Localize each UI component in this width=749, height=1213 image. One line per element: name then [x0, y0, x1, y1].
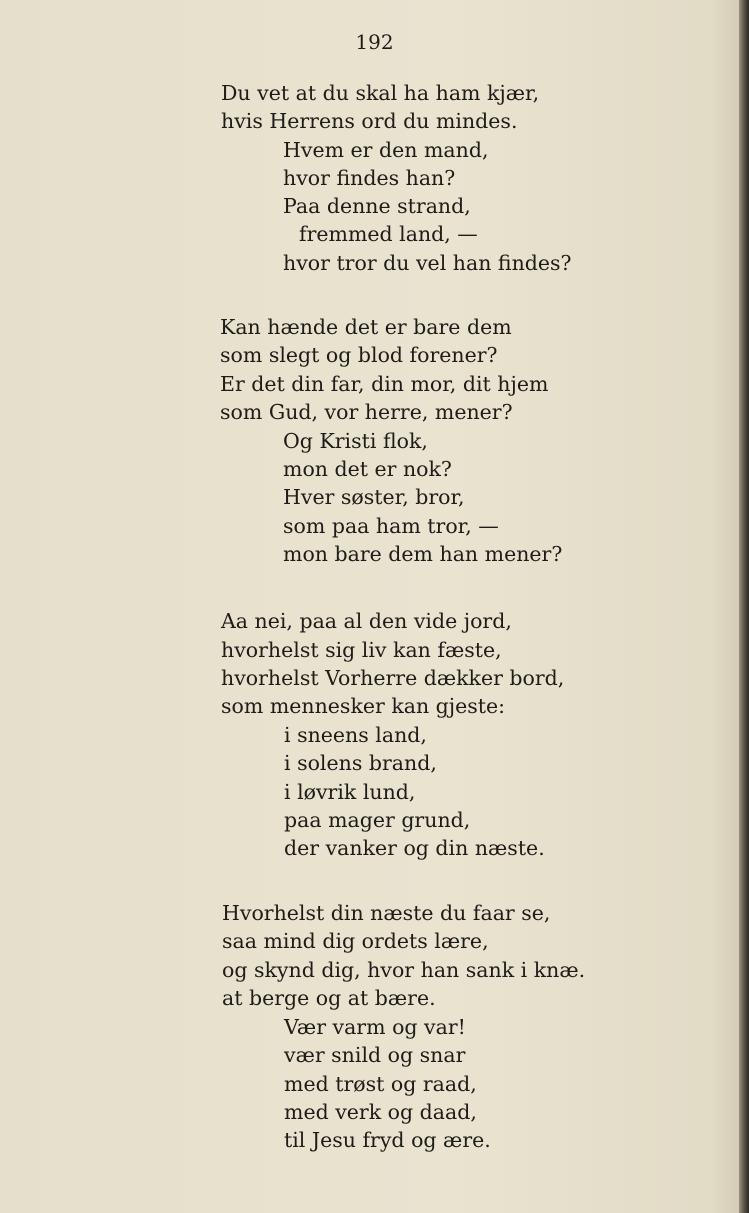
poem-line: hvorhelst Vorherre dækker bord, — [221, 666, 565, 690]
poem-line: mon bare dem han mener? — [283, 542, 563, 566]
poem-line: mon det er nok? — [283, 457, 452, 481]
poem-line: paa mager grund, — [284, 808, 471, 832]
poem-line: som mennesker kan gjeste: — [221, 694, 506, 718]
page-edge-shadow — [739, 0, 749, 1213]
poem-line: Paa denne strand, — [283, 194, 471, 218]
poem-line: som paa ham tror, — — [283, 514, 499, 538]
poem-line: Hver søster, bror, — [283, 485, 465, 509]
poem-line: Hvem er den mand, — [283, 138, 489, 162]
poem-line: til Jesu fryd og ære. — [284, 1128, 491, 1152]
poem-line: vær snild og snar — [284, 1043, 466, 1067]
poem-line: Kan hænde det er bare dem — [220, 315, 512, 339]
poem-line: at berge og at bære. — [222, 986, 436, 1010]
poem-line: som Gud, vor herre, mener? — [220, 400, 513, 424]
poem-line: der vanker og din næste. — [284, 836, 545, 860]
page-number: 192 — [355, 30, 394, 54]
poem-line: hvis Herrens ord du mindes. — [221, 109, 518, 133]
poem-line: Vær varm og var! — [284, 1015, 466, 1039]
poem-line: Aa nei, paa al den vide jord, — [221, 609, 512, 633]
poem-line: Er det din far, din mor, dit hjem — [220, 372, 549, 396]
poem-line: og skynd dig, hvor han sank i knæ. — [222, 958, 586, 982]
poem-line: hvorhelst sig liv kan fæste, — [221, 638, 502, 662]
poem-line: fremmed land, — — [299, 222, 478, 246]
poem-line: med trøst og raad, — [284, 1072, 477, 1096]
poem-line: Du vet at du skal ha ham kjær, — [221, 81, 540, 105]
poem-line: som slegt og blod forener? — [220, 343, 498, 367]
poem-line: med verk og daad, — [284, 1100, 477, 1124]
poem-line: hvor tror du vel han findes? — [283, 251, 572, 275]
poem-line: i løvrik lund, — [284, 780, 416, 804]
poem-line: hvor findes han? — [283, 166, 456, 190]
poem-line: saa mind dig ordets lære, — [222, 929, 489, 953]
poem-line: i solens brand, — [284, 751, 437, 775]
poem-line: i sneens land, — [284, 723, 427, 747]
poem-line: Hvorhelst din næste du faar se, — [222, 901, 551, 925]
poem-line: Og Kristi flok, — [283, 429, 428, 453]
